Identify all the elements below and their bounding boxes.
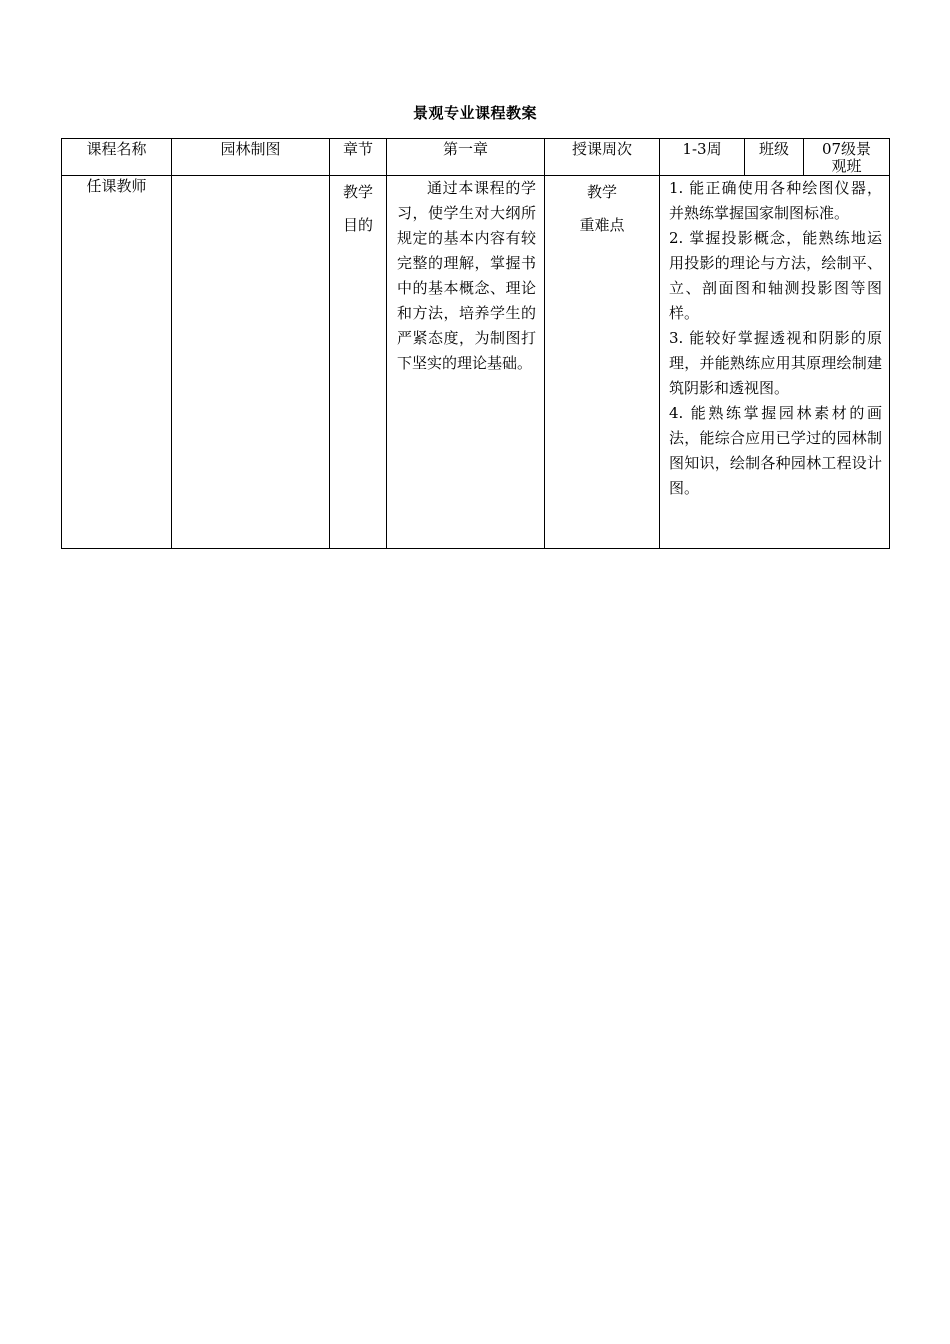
teacher-label-cell [62,176,172,549]
key-points-label-cell [545,176,660,549]
key-points-label-line1: 教学 [586,183,617,201]
course-name: 园林制图 [220,140,281,158]
purpose-text: 通过本课程的学习，使学生对大纲所规定的基本内容有较完整的理解，掌握书中的基本概念、理论和方法，培养学生的严紧态度，为制图打下坚实的理论基础。 [397,179,536,372]
chapter-value: 第一章 [442,140,488,158]
class-value-line2: 观班 [831,157,862,175]
weeks-value: 1-3周 [682,140,722,158]
class-value-line1: 07级景 [821,140,872,158]
purpose-text-cell [387,176,545,549]
key-point-item: 2. 掌握投影概念，能熟练地运用投影的理论与方法，绘制平、立、剖面图和轴测投影图等图样。 [669,229,882,322]
class-cell [804,139,890,176]
weeks-label: 授课周次 [571,140,632,158]
teacher-label: 任课教师 [86,177,147,195]
key-point-item: 4. 能熟练掌握园林素材的画法，能综合应用已学过的园林制图知识，绘制各种园林工程设计图。 [669,404,882,497]
weeks-cell [660,139,745,176]
chapter-label-cell [330,139,387,176]
teacher-value [172,176,329,178]
teacher-cell [172,176,330,549]
header-row [62,139,890,176]
purpose-label-line2: 目的 [342,216,373,234]
course-name-cell [172,139,330,176]
class-label-cell [745,139,804,176]
purpose-label-line1: 教学 [342,183,373,201]
key-points-label-line2: 重难点 [579,216,625,234]
chapter-label: 章节 [342,140,373,158]
purpose-label-cell [330,176,387,549]
course-name-label: 课程名称 [86,140,147,158]
class-label: 班级 [758,140,789,158]
teaching-row [62,176,890,549]
lesson-plan-table [61,138,890,549]
course-name-label-cell [62,139,172,176]
document-title: 景观专业课程教案 [412,104,537,122]
weeks-label-cell [545,139,660,176]
key-point-item: 3. 能较好掌握透视和阴影的原理，并能熟练应用其原理绘制建筑阴影和透视图。 [669,329,882,397]
key-points-cell [660,176,890,549]
key-point-item: 1. 能正确使用各种绘图仪器，并熟练掌握国家制图标准。 [669,179,882,222]
chapter-cell [387,139,545,176]
